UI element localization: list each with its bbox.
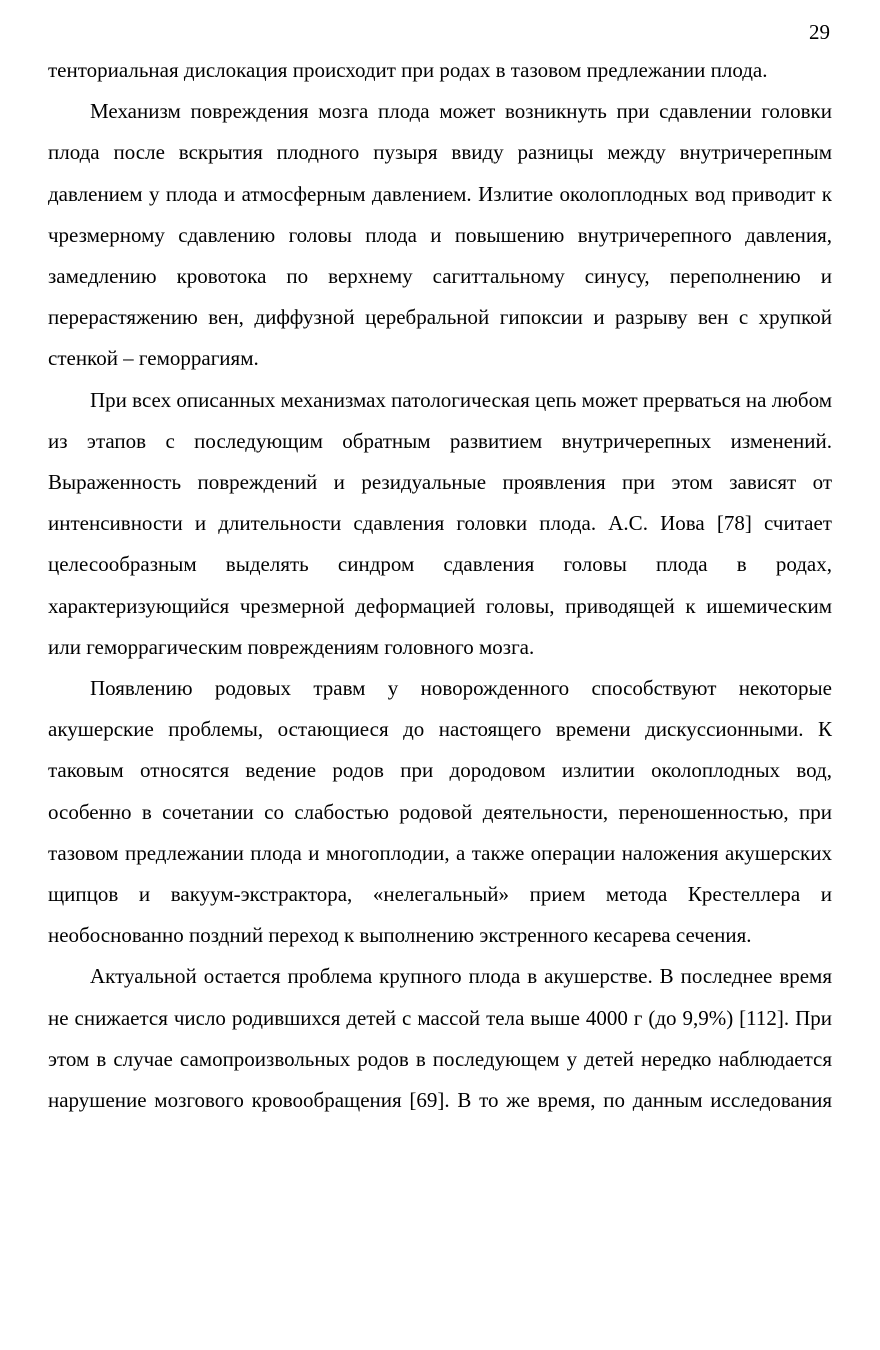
page-number: 29 xyxy=(809,20,830,44)
paragraph-large-fetus: Актуальной остается проблема крупного плода в акушерстве. В последнее время не снижается число родившихся детей с массой тела выше 4000 г (до 9,9%) [112]. При этом в случае самопроизвольных родов в последующем у детей нередко наблюдается нарушение мозгового кровообращения [69]. В то же время, по данным исследования xyxy=(48,964,832,1113)
paragraph-brain-injury-mechanism: Механизм повреждения мозга плода может возникнуть при сдавлении головки плода после вскрытия плодного пузыря ввиду разницы между внутричерепным давлением у плода и атмосферным давлением. Излитие околоплодных вод приводит к чрезмерному сдавлению головы плода и повышению внутричерепного давления, замедлению кровотока по верхнему сагиттальному синусу, переполнению и перерастяжению вен, диффузной церебральной гипоксии и разрыву вен с хрупкой стенкой – геморрагиям. xyxy=(48,99,832,371)
paragraph-birth-trauma-factors: Появлению родовых травм у новорожденного способствуют некоторые акушерские проблемы, остающиеся до настоящего времени дискуссионными. К таковым относятся ведение родов при дородовом излитии околоплодных вод, особенно в сочетании со слабостью родовой деятельности, переношенностью, при тазовом предлежании плода и многоплодии, а также операции наложения акушерских щипцов и вакуум-экстрактора, «нелегальный» прием метода Крестеллера и необоснованно поздний переход к выполнению экстренного кесарева сечения. xyxy=(48,676,832,948)
paragraph-continuation: тенториальная дислокация происходит при родах в тазовом предлежании плода. xyxy=(48,58,768,82)
paragraph-pathological-chain: При всех описанных механизмах патологическая цепь может прерваться на любом из этапов с последующим обратным развитием внутричерепных изменений. Выраженность повреждений и резидуальные проявления при этом зависят от интенсивности и длительности сдавления головки плода. А.С. Иова [78] считает целесообразным выделять синдром сдавления головы плода в родах, характеризующийся чрезмерной деформацией головы, приводящей к ишемическим или геморрагическим повреждениям головного мозга. xyxy=(48,387,832,659)
body-text xyxy=(48,50,832,1121)
